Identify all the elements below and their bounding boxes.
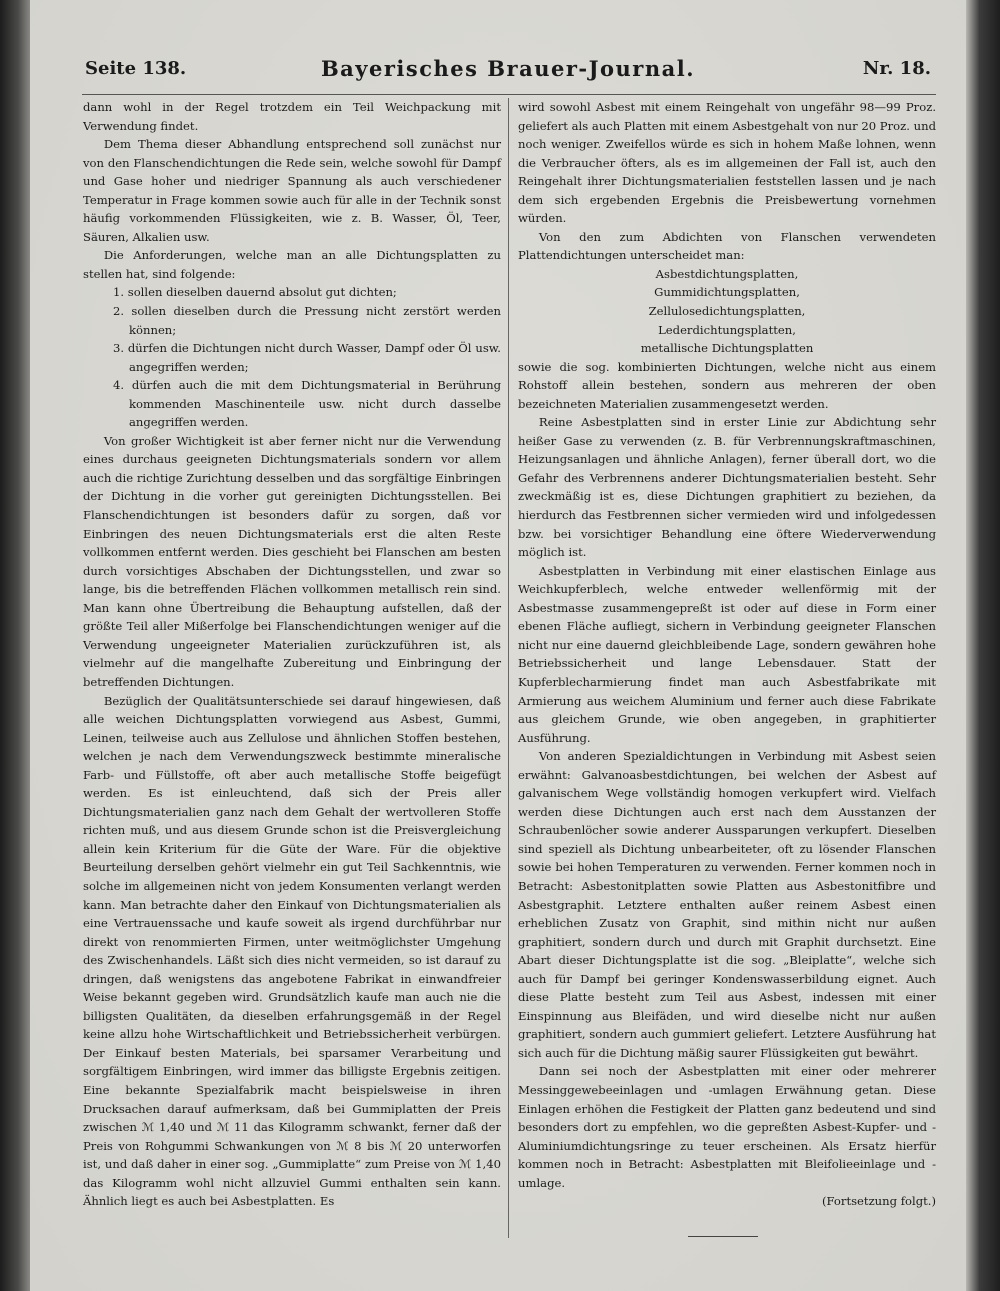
list-entry: Gummidichtungsplatten,	[654, 285, 800, 300]
list-item: 1. sollen dieselben dauernd absolut gut dichten;	[113, 285, 397, 300]
paragraph: Von den zum Abdichten von Flanschen verwendeten Plattendichtungen unterscheidet man:	[518, 229, 936, 263]
right-column	[518, 98, 936, 1211]
paragraph: Reine Asbestplatten sind in erster Linie zur Abdichtung sehr heißer Gase zu verwenden (z. B. für Verbrennungskraftmaschinen, Heizungsanlagen und ähnliche Anlagen), ferner überall dort, wo die Gefahr des Verbrennens anderer Dichtungsmaterialien besteht. Sehr zweckmäßig ist es, diese Dichtungen graphitiert zu beziehen, da hierdurch das Festbrennen sicher vermieden wird und infolgedessen bzw. bei vorsichtiger Behandlung eine öftere Wiederverwendung möglich ist.	[518, 415, 936, 560]
paragraph: Dann sei noch der Asbestplatten mit einer oder mehrerer Messinggewebeeinlagen und -umlagen Erwähnung getan. Diese Einlagen erhöhen die Festigkeit der Platten ganz bedeutend und sind besonders dort zu empfehlen, wo die gepreßten Asbest-Kupfer- und -Aluminiumdichtungsringe zu teuer erscheinen. Als Ersatz hierfür kommen noch in Betracht: Asbestplatten mit Bleifolieeinlage und -umlage.	[518, 1064, 936, 1190]
paragraph: Bezüglich der Qualitätsunterschiede sei darauf hingewiesen, daß alle weichen Dichtungsplatten vorwiegend aus Asbest, Gummi, Leinen, teilweise auch aus Zellulose und ähnlichen Stoffen bestehen, welchen je nach dem Verwendungszweck bestimmte mineralische Farb- und Füllstoffe, oft aber auch metallische Stoffe beigefügt werden. Es ist einleuchtend, daß sich der Preis aller Dichtungsmaterialien ganz nach dem Gehalt der wertvolleren Stoffe richten muß, und aus diesem Grunde schon ist die Preisvergleichung allein kein Kriterium für die Güte der Ware. Für die objektive Beurteilung derselben gehört vielmehr ein gut Teil Sachkenntnis, wie solche im allgemeinen nicht von jedem Konsumenten verlangt werden kann. Man betrachte daher den Einkauf von Dichtungsmaterialien als eine Vertrauenssache und kaufe soweit als irgend durchführbar nur direkt von renommierten Firmen, unter weitmöglichster Umgehung des Zwischenhandels. Läßt sich dies nicht vermeiden, so ist darauf zu dringen, daß wenigstens das angebotene Fabrikat in einwandfreier Weise bekannt gegeben wird. Grundsätzlich kaufe man auch nie die billigsten Qualitäten, da dieselben erfahrungsgemäß in der Regel keine allzu hohe Wirtschaftlichkeit und Betriebssicherheit verbürgen. Der Einkauf besten Materials, bei sparsamer Verarbeitung und sorgfältigem Einbringen, wird immer das billigste Ergebnis zeitigen. Eine bekannte Spezialfabrik macht beispielsweise in ihren Drucksachen darauf aufmerksam, daß bei Gummiplatten der Preis zwischen ℳ 1,40 und ℳ 11 das Kilogramm schwankt, ferner daß der Preis von Rohgummi Schwankungen von ℳ 8 bis ℳ 20 unterworfen ist, und daß daher in einer sog. „Gummiplatte“ zum Preise von ℳ 1,40 das Kilogramm wohl nicht allzuviel Gummi enthalten sein kann. Ähnlich liegt es auch bei Asbestplatten. Es	[83, 693, 501, 1209]
paragraph: Die Anforderungen, welche man an alle Dichtungsplatten zu stellen hat, sind folgende:	[83, 248, 501, 281]
paragraph: wird sowohl Asbest mit einem Reingehalt von ungefähr 98—99 Proz. geliefert als auch Platten mit einem Asbestgehalt von nur 20 Proz. und noch weniger. Zweifellos würde es sich in hohem Maße lohnen, wenn die Verbraucher öfters, als es im allgemeinen der Fall ist, auch den Reingehalt ihrer Dichtungsmaterialien feststellen lassen und je nach dem sich ergebenden Ergebnis die Preisbewertung vornehmen würden.	[518, 100, 936, 226]
issue-number: Nr. 18.	[862, 58, 931, 79]
column-divider	[508, 98, 509, 1238]
continuation-note: (Fortsetzung folgt.)	[821, 1194, 936, 1209]
page-header	[85, 52, 931, 86]
paragraph: Von großer Wichtigkeit ist aber ferner nicht nur die Verwendung eines durchaus geeigneten Dichtungsmaterials sondern vor allem auch die richtige Zurichtung desselben und das sorgfältige Einbringen der Dichtung in die vorher gut gereinigten Dichtungsstellen. Bei Flanschendichtungen ist besonders dafür zu sorgen, daß vor Einbringen des neuen Dichtungsmaterials erst die alten Reste vollkommen entfernt werden. Dies geschieht bei Flanschen am besten durch vorsichtiges Abschaben der Dichtungsstellen, und zwar so lange, bis die betreffenden Flächen vollkommen metallisch rein sind. Man kann ohne Übertreibung die Behauptung aufstellen, daß der größte Teil aller Mißerfolge bei Flanschendichtungen weniger auf die Verwendung ungeeigneter Materialien zurückzuführen ist, als vielmehr auf die mangelhafte Zubereitung und Einbringung der betreffenden Dichtungen.	[83, 433, 501, 689]
paragraph: dann wohl in der Regel trotzdem ein Teil Weichpackung mit Verwendung findet.	[83, 100, 501, 133]
scan-shadow-left	[0, 0, 30, 1291]
journal-title: Bayerisches Brauer-Journal.	[320, 56, 696, 81]
paragraph: Dem Thema dieser Abhandlung entsprechend soll zunächst nur von den Flanschendichtungen die Rede sein, welche sowohl für Dampf und Gase hoher und niedriger Spannung als auch verschiedener Temperatur in Frage kommen sowie auch für alle in der Technik sonst häufig vorkommenden Flüssigkeiten, wie z. B. Wasser, Öl, Teer, Säuren, Alkalien usw.	[83, 137, 501, 244]
list-entry: Lederdichtungsplatten,	[658, 322, 796, 337]
paragraph: sowie die sog. kombinierten Dichtungen, welche nicht aus einem Rohstoff allein bestehen, sondern aus mehreren der oben bezeichneten Materialien zusammengesetzt werden.	[518, 359, 936, 411]
list-item: 4. dürfen auch die mit dem Dichtungsmaterial in Berührung kommenden Maschinenteile usw. nicht durch dasselbe angegriffen werden.	[113, 378, 501, 430]
page-number: Seite 138.	[85, 58, 187, 79]
paragraph: Asbestplatten in Verbindung mit einer elastischen Einlage aus Weichkupferblech, welche entweder wellenförmig mit der Asbestmasse zusammengepreßt ist oder auf diese in Form einer ebenen Fläche aufliegt, sichern in Verbindung geeigneter Flanschen nicht nur eine dauernd gleichbleibende Lage, sondern gewähren hohe Betriebssicherheit und lange Lebensdauer. Statt der Kupferblecharmierung findet man auch Asbestfabrikate mit Armierung aus weichem Aluminium und ferner auch diese Fabrikate aus gleichem Grunde, wie oben angegeben, in graphitierter Ausführung.	[518, 563, 936, 745]
header-rule	[82, 94, 936, 95]
scan-shadow-right	[966, 0, 1000, 1291]
list-entry: Zellulosedichtungsplatten,	[648, 304, 806, 319]
list-entry: Asbestdichtungsplatten,	[655, 266, 799, 281]
end-rule	[688, 1236, 758, 1237]
list-item: 2. sollen dieselben durch die Pressung nicht zerstört werden können;	[113, 304, 501, 337]
left-column	[83, 98, 501, 1211]
list-item: 3. dürfen die Dichtungen nicht durch Wasser, Dampf oder Öl usw. angegriffen werden;	[113, 341, 501, 374]
paragraph: Von anderen Spezialdichtungen in Verbindung mit Asbest seien erwähnt: Galvanoasbestdichtungen, bei welchen der Asbest auf galvanischem Wege vollständig homogen verkupfert wird. Vielfach werden diese Dichtungen auch erst nach dem Ausstanzen der Schraubenlöcher sowie anderer Aussparungen verkupfert. Dieselben sind speziell als Dichtung unbearbeiteter, oft zu lösender Flanschen sowie bei hohen Temperaturen zu verwenden. Ferner kommen noch in Betracht: Asbestonitplatten sowie Platten aus Asbestonitfibre und Asbestgraphit. Letztere enthalten außer reinem Asbest einen erheblichen Zusatz von Graphit, sind mithin nicht nur außen graphitiert, sondern durch und durch mit Graphit durchsetzt. Eine Abart dieser Dichtungsplatte ist die sog. „Bleiplatte“, welche sich auch für Dampf bei geringer Kondenswasserbildung eignet. Auch diese Platte besteht zum Teil aus Asbest, indessen mit einer Einspinnung aus Bleifäden, und wird dieselbe nicht nur außen graphitiert, sondern auch gummiert geliefert. Letztere Ausführung hat sich auch für die Dichtung mäßig saurer Flüssigkeiten gut bewährt.	[518, 749, 936, 1060]
list-entry: metallische Dichtungsplatten	[640, 341, 814, 356]
